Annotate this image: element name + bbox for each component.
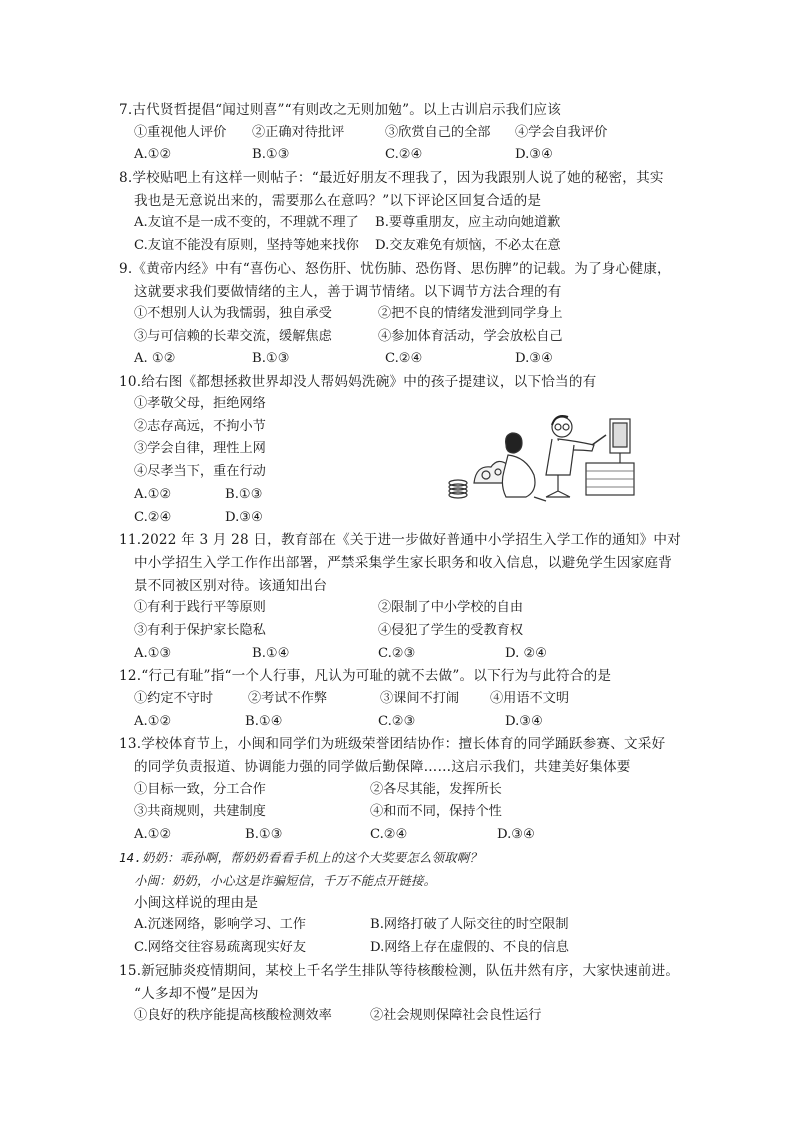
q11-item-4: ④侵犯了学生的受教育权 <box>378 623 524 638</box>
q7-choice-d: D.③④ <box>515 147 553 162</box>
q9-item-4: ④参加体育活动，学会放松自己 <box>378 329 563 344</box>
q14-choice-c: C.网络交往容易疏离现实好友 <box>134 940 307 955</box>
q9-stem-line1: 9.《黄帝内经》中有“喜伤心、怒伤肝、忧伤肺、恐伤肾、思伤脾”的记载。为了身心健康， <box>119 261 671 277</box>
q10-item-1: ①孝敬父母，拒绝网络 <box>134 396 266 411</box>
q8-choice-b: B.要尊重朋友，应主动向她道歉 <box>375 215 561 230</box>
q9-item-1: ①不想别人认为我懦弱，独自承受 <box>134 306 332 321</box>
q10-item-3: ③学会自律，理性上网 <box>134 441 266 456</box>
q12-item-2: ②考试不作弊 <box>248 691 328 706</box>
q8-choice-c: C.友谊不能没有原则，坚持等她来找你 <box>134 238 359 253</box>
q13-item-2: ②各尽其能，发挥所长 <box>370 782 502 797</box>
q10-choice-c: C.②④ <box>134 510 172 525</box>
q14-choice-b: B.网络打破了人际交往的时空限制 <box>370 917 569 932</box>
q12-choice-b: B.①④ <box>245 714 283 729</box>
q8-stem-line2: 我也是无意说出来的，需要那么在意吗？”以下评论区回复合适的是 <box>134 193 542 209</box>
q7-choice-b: B.①③ <box>252 147 290 162</box>
q11-choice-c: C.②③ <box>378 646 416 661</box>
q13-choice-b: B.①③ <box>245 827 283 842</box>
q14-dialogue-xiaomin: 小闽：奶奶，小心这是诈骗短信，千万不能点开链接。 <box>134 873 437 888</box>
q10-item-4: ④尽孝当下，重在行动 <box>134 464 266 479</box>
q14-dialogue-grandma: 14.奶奶：乖孙啊，帮奶奶看看手机上的这个大奖要怎么领取啊？ <box>119 850 482 865</box>
q8-stem-line1: 8.学校贴吧上有这样一则帖子：“最近好朋友不理我了，因为我跟别人说了她的秘密，其实 <box>119 170 664 186</box>
q12-item-4: ④用语不文明 <box>490 691 570 706</box>
q9-choice-d: D.③④ <box>515 351 553 366</box>
q13-item-1: ①目标一致，分工合作 <box>134 782 266 797</box>
q7-choice-a: A.①② <box>134 147 172 162</box>
q11-item-1: ①有利于践行平等原则 <box>134 600 266 615</box>
q13-stem-line1: 13.学校体育节上，小闽和同学们为班级荣誉团结协作：擅长体育的同学踊跃参赛、文采好 <box>119 736 666 752</box>
q10-item-2: ②志存高远，不拘小节 <box>134 419 266 434</box>
q11-item-3: ③有利于保护家长隐私 <box>134 623 266 638</box>
cartoon-illustration <box>446 405 642 509</box>
q14-choice-d: D.网络上存在虚假的、不良的信息 <box>370 940 569 955</box>
q10-choice-d: D.③④ <box>225 510 263 525</box>
q9-stem-line2: 这就要求我们要做情绪的主人，善于调节情绪。以下调节方法合理的有 <box>134 284 562 300</box>
q7-item-4: ④学会自我评价 <box>515 125 608 140</box>
q11-choice-b: B.①④ <box>252 646 290 661</box>
q12-item-3: ③课间不打闹 <box>380 691 460 706</box>
q9-choice-b: B.①③ <box>252 351 290 366</box>
q11-item-2: ②限制了中小学校的自由 <box>378 600 524 615</box>
q14-stem: 小闽这样说的理由是 <box>134 895 259 911</box>
q9-item-2: ②把不良的情绪发泄到同学身上 <box>378 306 563 321</box>
q15-stem-line2: “人多却不慢”是因为 <box>134 986 259 1002</box>
q11-stem-line1: 11.2022 年 3 月 28 日，教育部在《关于进一步做好普通中小学招生入学工作的通知》中对 <box>119 532 681 548</box>
q15-stem-line1: 15.新冠肺炎疫情期间，某校上千名学生排队等待核酸检测，队伍井然有序，大家快速前进。 <box>119 963 680 979</box>
q7-item-2: ②正确对待批评 <box>252 125 345 140</box>
q15-item-1: ①良好的秩序能提高核酸检测效率 <box>134 1008 332 1023</box>
q13-choice-c: C.②④ <box>370 827 408 842</box>
q7-choice-c: C.②④ <box>385 147 423 162</box>
q12-choice-a: A.①② <box>134 714 172 729</box>
q10-choice-a: A.①② <box>134 487 172 502</box>
q11-stem-line2: 中小学招生入学工作作出部署，严禁采集学生家长职务和收入信息，以避免学生因家庭背 <box>134 555 672 571</box>
q13-item-4: ④和而不同，保持个性 <box>370 804 502 819</box>
q12-stem: 12.“行己有耻”指“一个人行事，凡认为可耻的就不去做”。以下行为与此符合的是 <box>119 668 612 684</box>
q13-choice-a: A.①② <box>134 827 172 842</box>
q12-choice-d: D.③④ <box>505 714 543 729</box>
q13-stem-line2: 的同学负责报道、协调能力强的同学做后勤保障……这启示我们，共建美好集体要 <box>134 759 631 775</box>
q9-item-3: ③与可信赖的长辈交流，缓解焦虑 <box>134 329 332 344</box>
q12-item-1: ①约定不守时 <box>134 691 214 706</box>
q10-stem: 10.给右图《都想拯救世界却没人帮妈妈洗碗》中的孩子提建议，以下恰当的有 <box>119 374 597 390</box>
q13-choice-d: D.③④ <box>497 827 535 842</box>
q9-choice-a: A. ①② <box>134 351 176 366</box>
q13-item-3: ③共商规则，共建制度 <box>134 804 266 819</box>
q14-choice-a: A.沉迷网络，影响学习、工作 <box>134 917 306 932</box>
q9-choice-c: C.②④ <box>385 351 423 366</box>
q12-choice-c: C.②③ <box>378 714 416 729</box>
q8-choice-a: A.友谊不是一成不变的，不理就不理了 <box>134 215 359 230</box>
q11-choice-a: A.①③ <box>134 646 172 661</box>
q11-choice-d: D. ②④ <box>505 646 548 661</box>
q10-choice-b: B.①③ <box>225 487 263 502</box>
q8-choice-d: D.交友难免有烦恼，不必太在意 <box>375 238 561 253</box>
q11-stem-line3: 景不同被区别对待。该通知出台 <box>134 578 328 594</box>
q7-stem: 7.古代贤哲提倡“闻过则喜”“有则改之无则加勉”。以上古训启示我们应该 <box>119 102 561 118</box>
q7-item-3: ③欣赏自己的全部 <box>385 125 491 140</box>
q15-item-2: ②社会规则保障社会良性运行 <box>370 1008 542 1023</box>
q7-item-1: ①重视他人评价 <box>134 125 227 140</box>
